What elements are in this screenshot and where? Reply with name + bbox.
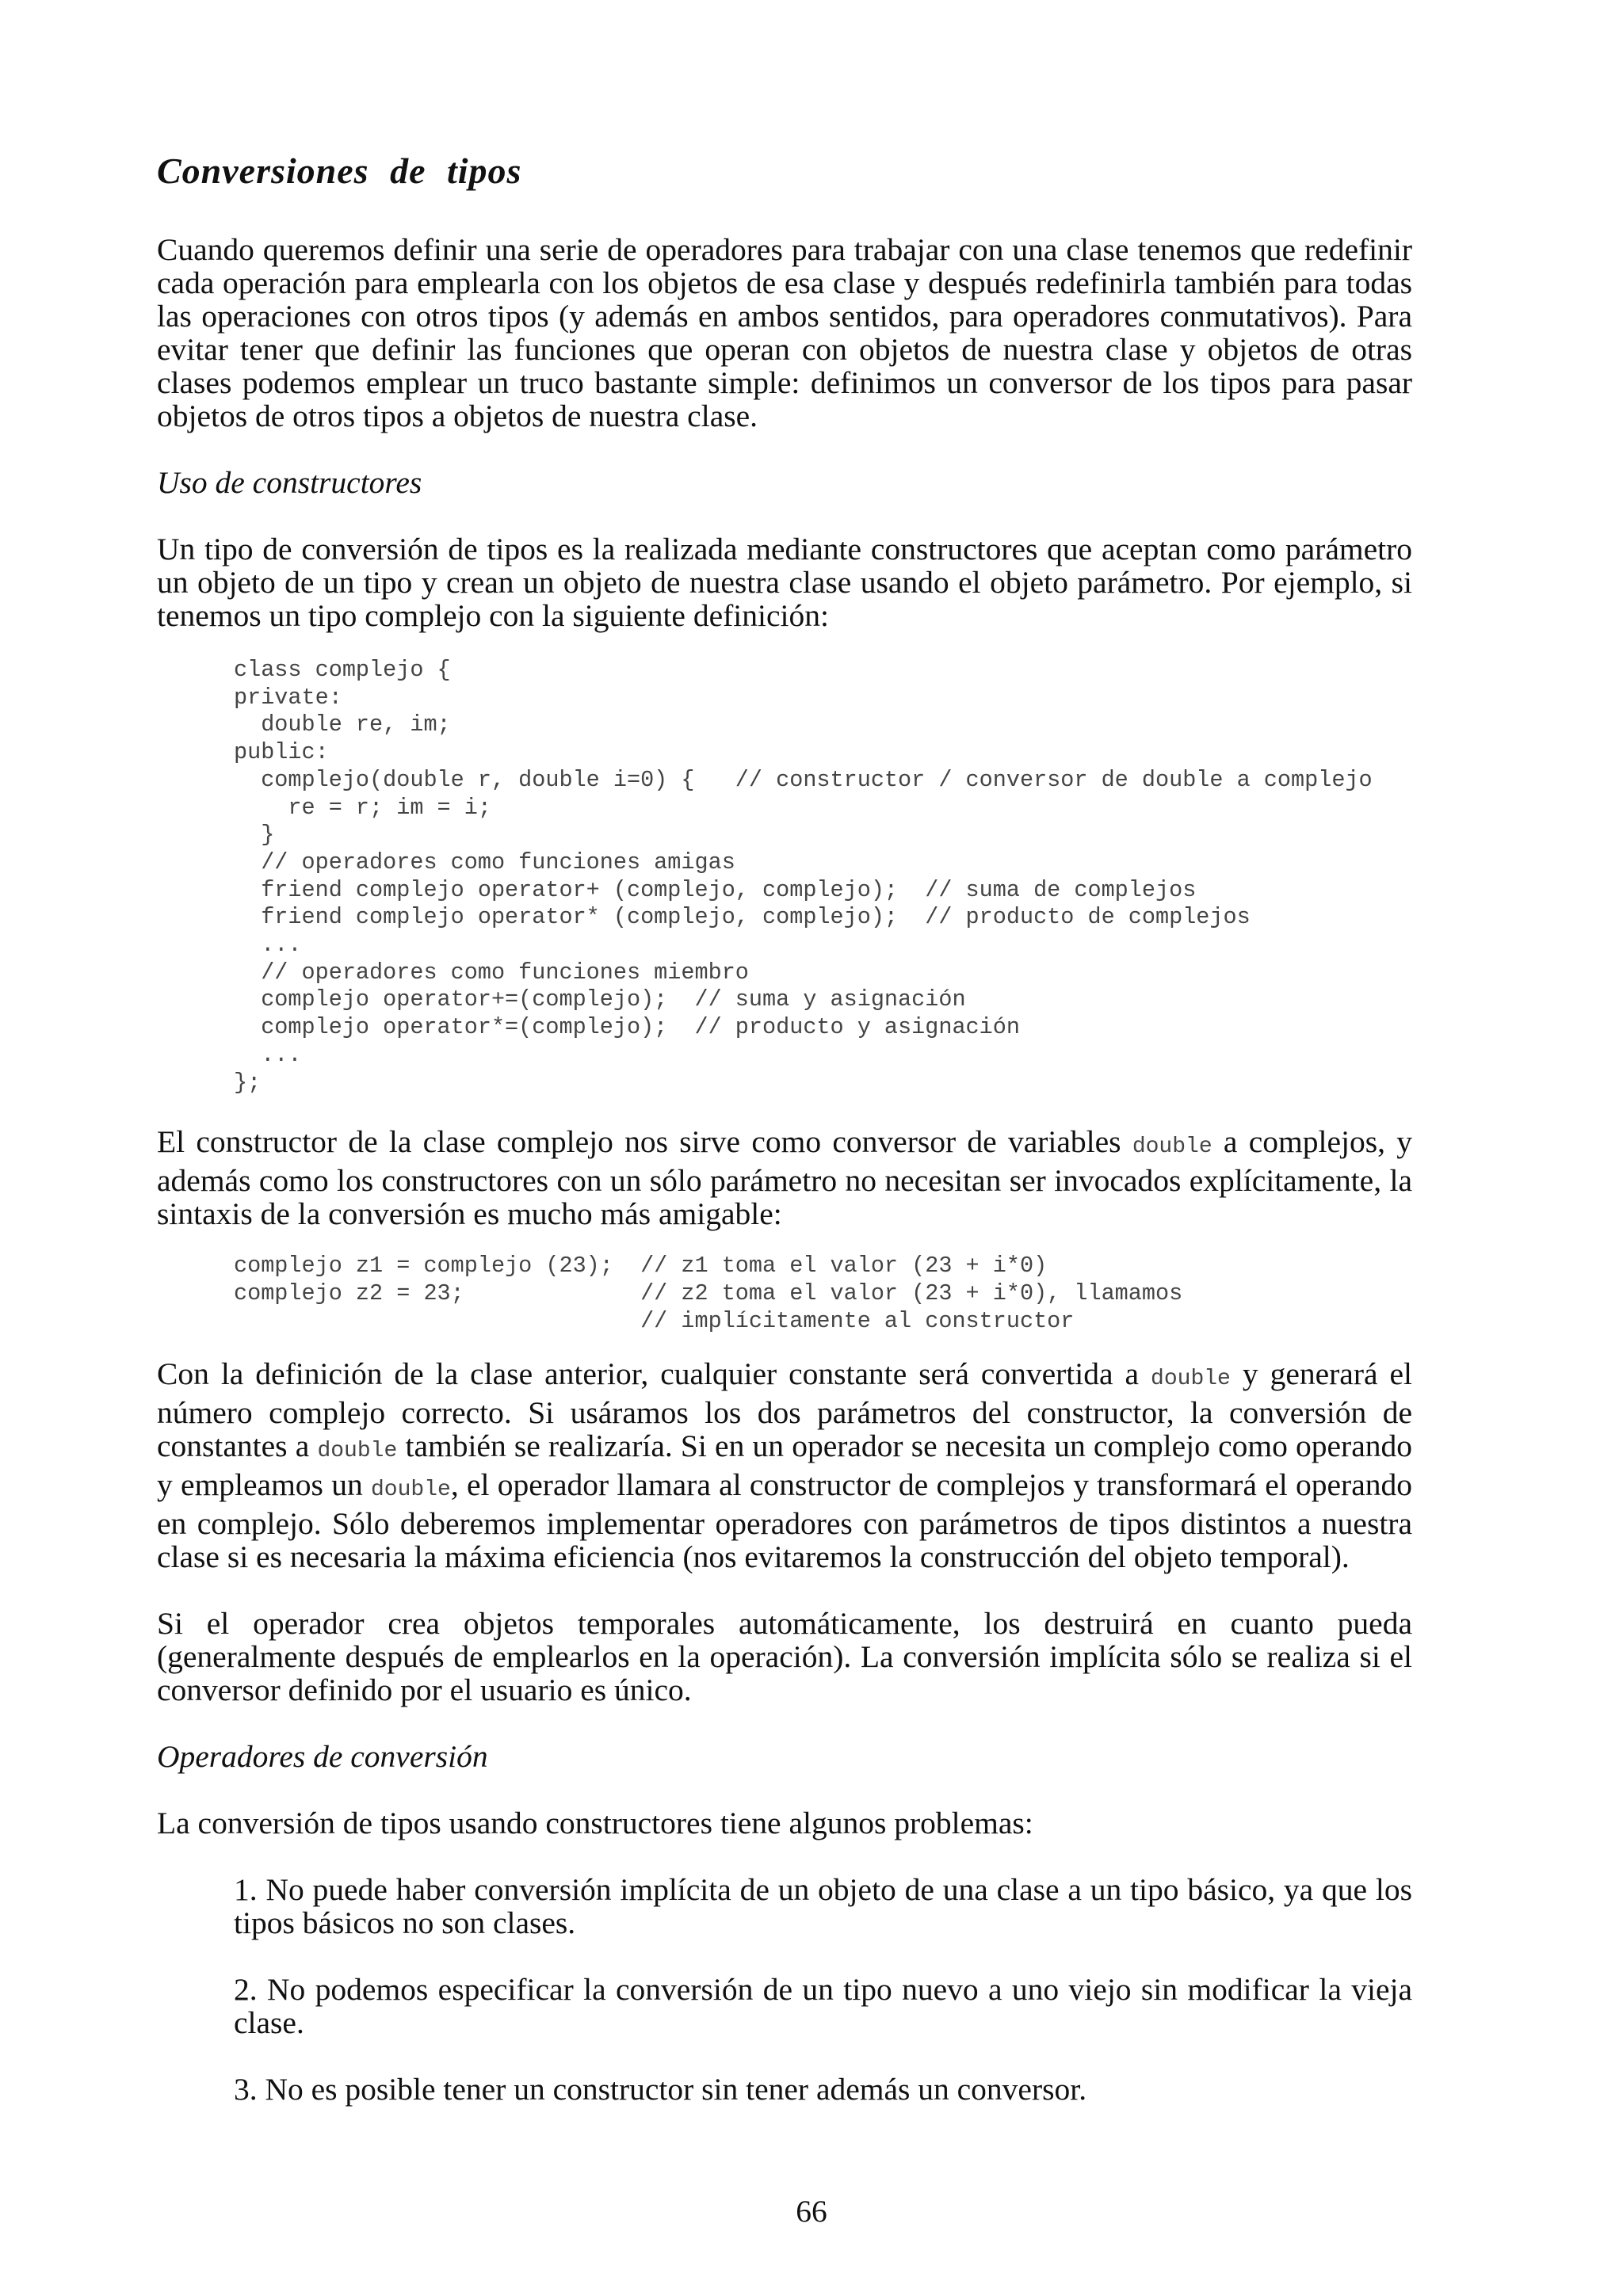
- temporaries-paragraph: Si el operador crea objetos temporales automáticamente, los destruirá en cuanto pueda (generalmente después de emplearlos en la operación). La conversión implícita sólo se realiza si el conversor definido por el usuario es único.: [157, 1606, 1412, 1708]
- code-block-class-definition: class complejo { private: double re, im; public: complejo(double r, double i=0) { // constructor / conversor de double a complejo re = r; im = i; } // operadores como funciones amigas friend complejo operator+ (complejo, complejo); // suma de complejos friend complejo operator* (complejo, complejo); // producto de complejos ... // operadores como funciones miembro complejo operator+=(complejo); // suma y asignación complejo operator*=(complejo); // producto y asignación ... };: [234, 657, 1373, 1096]
- inline-code: double: [371, 1478, 451, 1503]
- text-span: , el operador llamara al constructor de complejos y transformará el operando en complejo. Sólo deberemos implementar operadores con parámetros de tipos distintos a nuestra clase si es necesaria la máxima eficiencia (nos evitaremos la construcción del objeto temporal).: [157, 1467, 1412, 1575]
- list-item: 1. No puede haber conversión implícita de un objeto de una clase a un tipo básico, ya que los tipos básicos no son clases.: [234, 1872, 1412, 1941]
- list-item: 3. No es posible tener un constructor sin tener además un conversor.: [234, 2072, 1087, 2107]
- code-block-examples: complejo z1 = complejo (23); // z1 toma el valor (23 + i*0) complejo z2 = 23; // z2 toma el valor (23 + i*0), llamamos // implícitamente al constructor: [234, 1253, 1183, 1334]
- subsection-heading-operators: Operadores de conversión: [157, 1739, 488, 1775]
- text-span: a complejos, y además como los constructores con un sólo parámetro no necesitan ser invocados explícitamente, la sintaxis de la conversión es mucho más amigable:: [157, 1124, 1412, 1232]
- constructors-paragraph: Un tipo de conversión de tipos es la realizada mediante constructores que aceptan como parámetro un objeto de un tipo y crean un objeto de nuestra clase usando el objeto parámetro. Por ejemplo, si tenemos un tipo complejo con la siguiente definición:: [157, 532, 1412, 633]
- page-number: 66: [796, 2194, 827, 2229]
- section-title: Conversiones de tipos: [157, 151, 522, 191]
- constructor-conversion-paragraph: [157, 1125, 1412, 1230]
- subsection-heading-constructors: Uso de constructores: [157, 465, 422, 500]
- text-span: también se realizaría. Si en un operador se necesita un complejo como operando y empleamos un: [157, 1428, 1412, 1503]
- intro-paragraph: Cuando queremos definir una serie de operadores para trabajar con una clase tenemos que redefinir cada operación para emplearla con los objetos de esa clase y después redefinirla también para todas las operaciones con otros tipos (y además en ambos sentidos, para operadores conmutativos). Para evitar tener que definir las funciones que operan con objetos de nuestra clase y objetos de otras clases podemos emplear un truco bastante simple: definimos un conversor de los tipos para pasar objetos de otros tipos a objetos de nuestra clase.: [157, 232, 1412, 433]
- list-item: 2. No podemos especificar la conversión de un tipo nuevo a uno viejo sin modificar la vieja clase.: [234, 1972, 1412, 2041]
- text-span: El constructor de la clase complejo nos sirve como conversor de variables: [157, 1124, 1132, 1160]
- implicit-conversion-paragraph: [157, 1357, 1412, 1573]
- problems-intro-paragraph: La conversión de tipos usando constructores tiene algunos problemas:: [157, 1806, 1033, 1841]
- text-span: y generará el número complejo correcto. Si usáramos los dos parámetros del constructor, la conversión de constantes a: [157, 1356, 1412, 1464]
- page-body: [157, 151, 1412, 2106]
- inline-code: double: [317, 1439, 398, 1464]
- text-span: Con la definición de la clase anterior, cualquier constante será convertida a: [157, 1356, 1151, 1392]
- inline-code: double: [1151, 1367, 1231, 1392]
- inline-code: double: [1132, 1135, 1212, 1160]
